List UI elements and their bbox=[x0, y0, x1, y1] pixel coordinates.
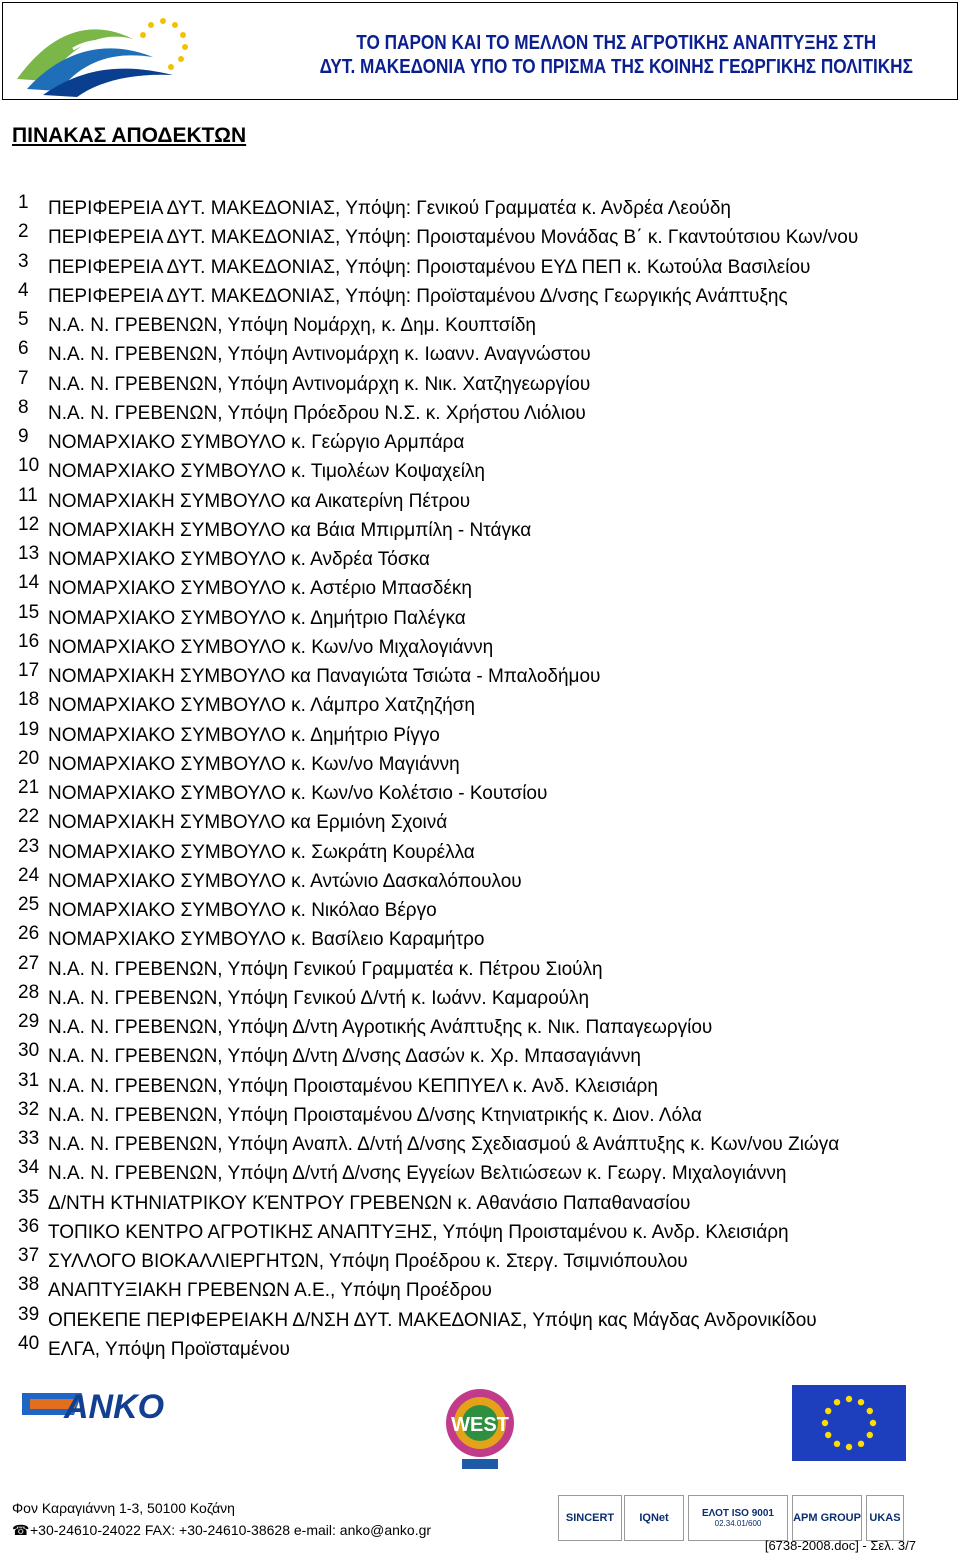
recipient-row bbox=[0, 397, 960, 426]
recipient-number: 34 bbox=[18, 1157, 40, 1179]
recipient-text: ΝΟΜΑΡΧΙΑΚΟ ΣΥΜΒΟΥΛΟ κ. Ανδρέα Τόσκα bbox=[48, 549, 430, 570]
recipient-text: Δ/ΝΤΗ ΚΤΗΝΙΑΤΡΙΚΟΥ ΚΈΝΤΡΟΥ ΓΡΕΒΕΝΩΝ κ. Αθανάσιο Παπαθανασίου bbox=[48, 1192, 691, 1214]
recipient-row bbox=[0, 719, 960, 748]
anko-logo-icon bbox=[22, 1385, 206, 1423]
recipient-number: 30 bbox=[18, 1040, 40, 1062]
recipient-number: 20 bbox=[18, 747, 40, 769]
recipient-text: Ν.Α. Ν. ΓΡΕΒΕΝΩΝ, Υπόψη Προισταμένου ΚΕΠΠΥΕΛ κ. Ανδ. Κλεισιάρη bbox=[48, 1075, 658, 1097]
recipient-row bbox=[0, 806, 960, 835]
recipient-text: ΝΟΜΑΡΧΙΑΚΟ ΣΥΜΒΟΥΛΟ κ. Κων/νο Μιχαλογιάννη bbox=[48, 636, 494, 658]
header-title-line2: ΔΥΤ. ΜΑΚΕΔΟΝΙΑ ΥΠΟ ΤΟ ΠΡΙΣΜΑ ΤΗΣ ΚΟΙΝΗΣ ΓΕΩΡΓΙΚΗΣ ΠΟΛΙΤΙΚΗΣ bbox=[319, 56, 913, 78]
eu-stars-icon bbox=[792, 1385, 906, 1461]
footer-address: Φον Καραγιάννη 1-3, 50100 Κοζάνη bbox=[12, 1500, 235, 1516]
recipient-row bbox=[0, 865, 960, 894]
elot-number: 02.34.01/600 bbox=[714, 1519, 762, 1528]
eu-star-icon bbox=[858, 1399, 864, 1405]
header-title bbox=[320, 31, 913, 79]
recipient-row bbox=[0, 1304, 960, 1333]
recipient-row bbox=[0, 543, 960, 572]
recipient-text: Ν.Α. Ν. ΓΡΕΒΕΝΩΝ, Υπόψη Αντινομάρχη κ. Ιωανν. Αναγνώστου bbox=[48, 344, 591, 366]
recipient-number: 23 bbox=[18, 835, 40, 857]
iqnet-label: IQNet bbox=[639, 1512, 669, 1524]
recipient-text: ΝΟΜΑΡΧΙΑΚΟ ΣΥΜΒΟΥΛΟ κ. Λάμπρο Χατζηζήση bbox=[48, 695, 475, 717]
recipient-text: ΠΕΡΙΦΕΡΕΙΑ ΔΥΤ. ΜΑΚΕΔΟΝΙΑΣ, Υπόψη: Προισταμένου Μονάδας Β΄ κ. Γκαντούτσιου Κων/νου bbox=[48, 227, 859, 249]
recipient-number: 9 bbox=[18, 426, 29, 447]
recipient-number: 14 bbox=[18, 572, 40, 594]
recipient-text: ΝΟΜΑΡΧΙΑΚΟ ΣΥΜΒΟΥΛΟ κ. Δημήτριο Παλέγκα bbox=[48, 607, 466, 629]
recipient-number: 38 bbox=[18, 1274, 40, 1296]
recipient-row bbox=[0, 1011, 960, 1040]
recipient-row bbox=[0, 1245, 960, 1274]
eu-star-icon bbox=[867, 1408, 873, 1414]
recipient-row bbox=[0, 836, 960, 865]
recipient-number: 13 bbox=[18, 543, 40, 564]
eu-star-icon bbox=[825, 1432, 831, 1438]
recipient-row bbox=[0, 660, 960, 689]
recipient-text: ΝΟΜΑΡΧΙΑΚΟ ΣΥΜΒΟΥΛΟ κ. Κων/νο Κολέτσιο - Κουτσίου bbox=[48, 783, 548, 804]
west-logo-text: WEST bbox=[451, 1414, 509, 1436]
recipient-number: 16 bbox=[18, 630, 40, 652]
recipient-text: ΝΟΜΑΡΧΙΑΚΟ ΣΥΜΒΟΥΛΟ κ. Αντώνιο Δασκαλόπουλου bbox=[48, 870, 522, 892]
recipient-row bbox=[0, 1070, 960, 1099]
anko-logo-text: ANKO bbox=[64, 1388, 165, 1423]
recipient-number: 18 bbox=[18, 689, 40, 711]
recipient-text: Ν.Α. Ν. ΓΡΕΒΕΝΩΝ, Υπόψη Δ/ντη Αγροτικής Ανάπτυξης κ. Νικ. Παπαγεωργίου bbox=[48, 1017, 713, 1038]
recipient-number: 36 bbox=[18, 1215, 40, 1237]
eu-star-icon bbox=[834, 1399, 840, 1405]
recipient-row bbox=[0, 1216, 960, 1245]
recipient-row bbox=[0, 748, 960, 777]
recipient-row bbox=[0, 1099, 960, 1128]
recipient-number: 4 bbox=[18, 279, 29, 301]
recipient-number: 1 bbox=[18, 192, 29, 213]
recipient-row bbox=[0, 280, 960, 309]
recipient-number: 8 bbox=[18, 396, 29, 418]
recipient-row bbox=[0, 514, 960, 543]
recipient-text: ΝΟΜΑΡΧΙΑΚΟ ΣΥΜΒΟΥΛΟ κ. Νικόλαο Βέργο bbox=[48, 900, 437, 921]
document-title: ΠΙΝΑΚΑΣ ΑΠΟΔΕΚΤΩΝ bbox=[12, 124, 247, 147]
eu-flag-icon bbox=[792, 1385, 906, 1461]
eu-star-icon bbox=[858, 1441, 864, 1447]
recipient-row bbox=[0, 982, 960, 1011]
eu-star-icon bbox=[846, 1396, 852, 1402]
recipient-number: 3 bbox=[18, 250, 29, 272]
recipient-row bbox=[0, 894, 960, 923]
recipient-text: Ν.Α. Ν. ΓΡΕΒΕΝΩΝ, Υπόψη Δ/ντη Δ/νσης Δασών κ. Χρ. Μπασαγιάννη bbox=[48, 1046, 641, 1068]
recipient-text: ΝΟΜΑΡΧΙΑΚΟ ΣΥΜΒΟΥΛΟ κ. Βασίλειο Καραμήτρο bbox=[48, 929, 485, 951]
recipient-row bbox=[0, 689, 960, 718]
header-title-line1: ΤΟ ΠΑΡΟΝ ΚΑΙ ΤΟ ΜΕΛΛΟΝ ΤΗΣ ΑΓΡΟΤΙΚΗΣ ΑΝΑΠΤΥΞΗΣ ΣΤΗ bbox=[356, 32, 877, 54]
eu-star-icon bbox=[870, 1420, 876, 1426]
recipient-number: 35 bbox=[18, 1186, 40, 1208]
recipient-number: 26 bbox=[18, 923, 40, 945]
recipient-number: 2 bbox=[18, 221, 29, 243]
recipient-number: 19 bbox=[18, 718, 40, 740]
apm-label: APM GROUP bbox=[793, 1512, 861, 1524]
recipient-number: 37 bbox=[18, 1245, 40, 1266]
recipient-row bbox=[0, 426, 960, 455]
footer-contact bbox=[12, 1522, 431, 1539]
recipient-row bbox=[0, 192, 960, 221]
recipient-number: 15 bbox=[18, 601, 40, 623]
iqnet-logo-icon bbox=[624, 1495, 684, 1541]
recipient-text: Ν.Α. Ν. ΓΡΕΒΕΝΩΝ, Υπόψη Νομάρχη, κ. Δημ. Κουπτσίδη bbox=[48, 315, 536, 336]
recipient-row bbox=[0, 309, 960, 338]
recipient-row bbox=[0, 572, 960, 601]
recipient-number: 39 bbox=[18, 1303, 40, 1325]
eu-star-icon bbox=[834, 1441, 840, 1447]
recipient-number: 17 bbox=[18, 660, 40, 681]
recipient-text: ΠΕΡΙΦΕΡΕΙΑ ΔΥΤ. ΜΑΚΕΔΟΝΙΑΣ, Υπόψη: Γενικού Γραμματέα κ. Ανδρέα Λεούδη bbox=[48, 198, 731, 219]
recipient-text: Ν.Α. Ν. ΓΡΕΒΕΝΩΝ, Υπόψη Αναπλ. Δ/ντή Δ/νσης Σχεδιασμού & Ανάπτυξης κ. Κων/νου Ζιώγα bbox=[48, 1134, 840, 1155]
recipient-number: 5 bbox=[18, 309, 29, 330]
elot-logo-icon bbox=[688, 1495, 788, 1541]
recipient-text: ΠΕΡΙΦΕΡΕΙΑ ΔΥΤ. ΜΑΚΕΔΟΝΙΑΣ, Υπόψη: Προισταμένου ΕΥΔ ΠΕΠ κ. Κωτούλα Βασιλείου bbox=[48, 256, 811, 278]
recipient-number: 40 bbox=[18, 1332, 40, 1354]
recipient-text: ΝΟΜΑΡΧΙΑΚΗ ΣΥΜΒΟΥΛΟ κα Βάια Μπιρμπίλη - Ντάγκα bbox=[48, 519, 532, 541]
certification-logos bbox=[558, 1495, 904, 1541]
recipient-number: 10 bbox=[18, 455, 40, 477]
recipient-text: Ν.Α. Ν. ΓΡΕΒΕΝΩΝ, Υπόψη Γενικού Δ/ντή κ. Ιωάνν. Καμαρούλη bbox=[48, 987, 590, 1009]
recipient-row bbox=[0, 1333, 960, 1362]
recipient-text: Ν.Α. Ν. ΓΡΕΒΕΝΩΝ, Υπόψη Πρόεδρου Ν.Σ. κ. Χρήστου Λιόλιου bbox=[48, 402, 586, 424]
recipient-row bbox=[0, 631, 960, 660]
recipient-text: ΝΟΜΑΡΧΙΑΚΗ ΣΥΜΒΟΥΛΟ κα Ερμιόνη Σχοινά bbox=[48, 812, 448, 834]
recipient-text: Ν.Α. Ν. ΓΡΕΒΕΝΩΝ, Υπόψη Προισταμένου Δ/νσης Κτηνιατρικής κ. Διον. Λόλα bbox=[48, 1104, 702, 1126]
recipient-row bbox=[0, 1128, 960, 1157]
recipient-text: ΤΟΠΙΚΟ ΚΕΝΤΡΟ ΑΓΡΟΤΙΚΗΣ ΑΝΑΠΤΥΞΗΣ, Υπόψη Προισταμένου κ. Ανδρ. Κλεισιάρη bbox=[48, 1221, 789, 1243]
recipient-row bbox=[0, 602, 960, 631]
recipient-number: 11 bbox=[18, 484, 38, 506]
recipient-row bbox=[0, 953, 960, 982]
recipient-row bbox=[0, 1187, 960, 1216]
recipient-text: ΝΟΜΑΡΧΙΑΚΟ ΣΥΜΒΟΥΛΟ κ. Κων/νο Μαγιάννη bbox=[48, 753, 460, 775]
recipient-row bbox=[0, 777, 960, 806]
recipient-text: ΝΟΜΑΡΧΙΑΚΗ ΣΥΜΒΟΥΛΟ κα Παναγιώτα Τσιώτα - Μπαλοδήμου bbox=[48, 666, 601, 687]
recipient-text: ΝΟΜΑΡΧΙΑΚΟ ΣΥΜΒΟΥΛΟ κ. Γεώργιο Αρμπάρα bbox=[48, 432, 465, 453]
recipient-row bbox=[0, 1157, 960, 1186]
eu-star-icon bbox=[825, 1408, 831, 1414]
telephone-icon: ☎ bbox=[12, 1522, 30, 1538]
recipient-text: ΝΟΜΑΡΧΙΑΚΟ ΣΥΜΒΟΥΛΟ κ. Σωκράτη Κουρέλλα bbox=[48, 841, 475, 863]
recipient-number: 33 bbox=[18, 1128, 40, 1149]
recipient-number: 22 bbox=[18, 806, 40, 828]
recipient-text: ΝΟΜΑΡΧΙΑΚΗ ΣΥΜΒΟΥΛΟ κα Αικατερίνη Πέτρου bbox=[48, 490, 471, 512]
footer-contact-text: +30-24610-24022 FAX: +30-24610-38628 e-mail: anko@anko.gr bbox=[30, 1522, 432, 1538]
document-reference: [6738-2008.doc] - Σελ. 3/7 bbox=[764, 1538, 916, 1553]
page-header bbox=[2, 2, 958, 100]
recipient-number: 12 bbox=[18, 513, 40, 535]
recipient-text: ΑΝΑΠΤΥΞΙΑΚΗ ΓΡΕΒΕΝΩΝ Α.Ε., Υπόψη Προέδρου bbox=[48, 1280, 492, 1302]
recipients-list bbox=[0, 192, 960, 1362]
recipient-row bbox=[0, 1274, 960, 1303]
apm-group-logo-icon bbox=[792, 1495, 862, 1541]
recipient-number: 7 bbox=[18, 367, 29, 389]
elot-label: ΕΛΟΤ ISO 9001 bbox=[702, 1508, 774, 1519]
ukas-logo-icon bbox=[866, 1495, 904, 1541]
recipient-text: ΟΠΕΚΕΠΕ ΠΕΡΙΦΕΡΕΙΑΚΗ Δ/ΝΣΗ ΔΥΤ. ΜΑΚΕΔΟΝΙΑΣ, Υπόψη κας Μάγδας Ανδρονικίδου bbox=[48, 1309, 817, 1331]
recipient-row bbox=[0, 455, 960, 484]
recipient-text: Ν.Α. Ν. ΓΡΕΒΕΝΩΝ, Υπόψη Δ/ντή Δ/νσης Εγγείων Βελτιώσεων κ. Γεωργ. Μιχαλογιάννη bbox=[48, 1163, 787, 1185]
recipient-text: ΠΕΡΙΦΕΡΕΙΑ ΔΥΤ. ΜΑΚΕΔΟΝΙΑΣ, Υπόψη: Προϊσταμένου Δ/νσης Γεωργικής Ανάπτυξης bbox=[48, 285, 788, 307]
west-logo-icon bbox=[440, 1383, 520, 1473]
recipient-text: Ν.Α. Ν. ΓΡΕΒΕΝΩΝ, Υπόψη Αντινομάρχη κ. Νικ. Χατζηγεωργίου bbox=[48, 373, 591, 395]
recipient-row bbox=[0, 338, 960, 367]
recipient-number: 25 bbox=[18, 894, 40, 915]
recipient-number: 6 bbox=[18, 338, 29, 360]
recipient-number: 29 bbox=[18, 1011, 40, 1032]
recipient-number: 24 bbox=[18, 864, 40, 886]
recipient-row bbox=[0, 221, 960, 250]
recipient-text: ΝΟΜΑΡΧΙΑΚΟ ΣΥΜΒΟΥΛΟ κ. Τιμολέων Κοψαχείλη bbox=[48, 461, 485, 483]
eu-star-icon bbox=[822, 1420, 828, 1426]
recipient-text: ΝΟΜΑΡΧΙΑΚΟ ΣΥΜΒΟΥΛΟ κ. Αστέριο Μπασδέκη bbox=[48, 578, 472, 600]
eu-star-icon bbox=[846, 1444, 852, 1450]
recipient-row bbox=[0, 485, 960, 514]
recipient-number: 28 bbox=[18, 981, 40, 1003]
recipient-text: ΕΛΓΑ, Υπόψη Προϊσταμένου bbox=[48, 1338, 290, 1360]
recipient-text: ΝΟΜΑΡΧΙΑΚΟ ΣΥΜΒΟΥΛΟ κ. Δημήτριο Ρίγγο bbox=[48, 724, 440, 746]
recipient-number: 27 bbox=[18, 952, 40, 974]
recipient-text: ΣΥΛΛΟΓΟ ΒΙΟΚΑΛΛΙΕΡΓΗΤΩΝ, Υπόψη Προέδρου κ. Στεργ. Τσιμνιόπουλου bbox=[48, 1251, 688, 1272]
recipient-row bbox=[0, 1040, 960, 1069]
recipient-text: Ν.Α. Ν. ΓΡΕΒΕΝΩΝ, Υπόψη Γενικού Γραμματέα κ. Πέτρου Σιούλη bbox=[48, 958, 603, 980]
ukas-label: UKAS bbox=[869, 1512, 901, 1524]
recipient-number: 21 bbox=[18, 777, 40, 798]
eu-star-icon bbox=[867, 1432, 873, 1438]
recipient-row bbox=[0, 923, 960, 952]
recipient-row bbox=[0, 251, 960, 280]
recipient-number: 32 bbox=[18, 1098, 40, 1120]
project-logo-icon bbox=[13, 9, 203, 97]
sincert-label: SINCERT bbox=[565, 1512, 615, 1524]
recipient-number: 31 bbox=[18, 1069, 40, 1091]
recipient-row bbox=[0, 368, 960, 397]
sincert-logo-icon bbox=[558, 1495, 622, 1541]
